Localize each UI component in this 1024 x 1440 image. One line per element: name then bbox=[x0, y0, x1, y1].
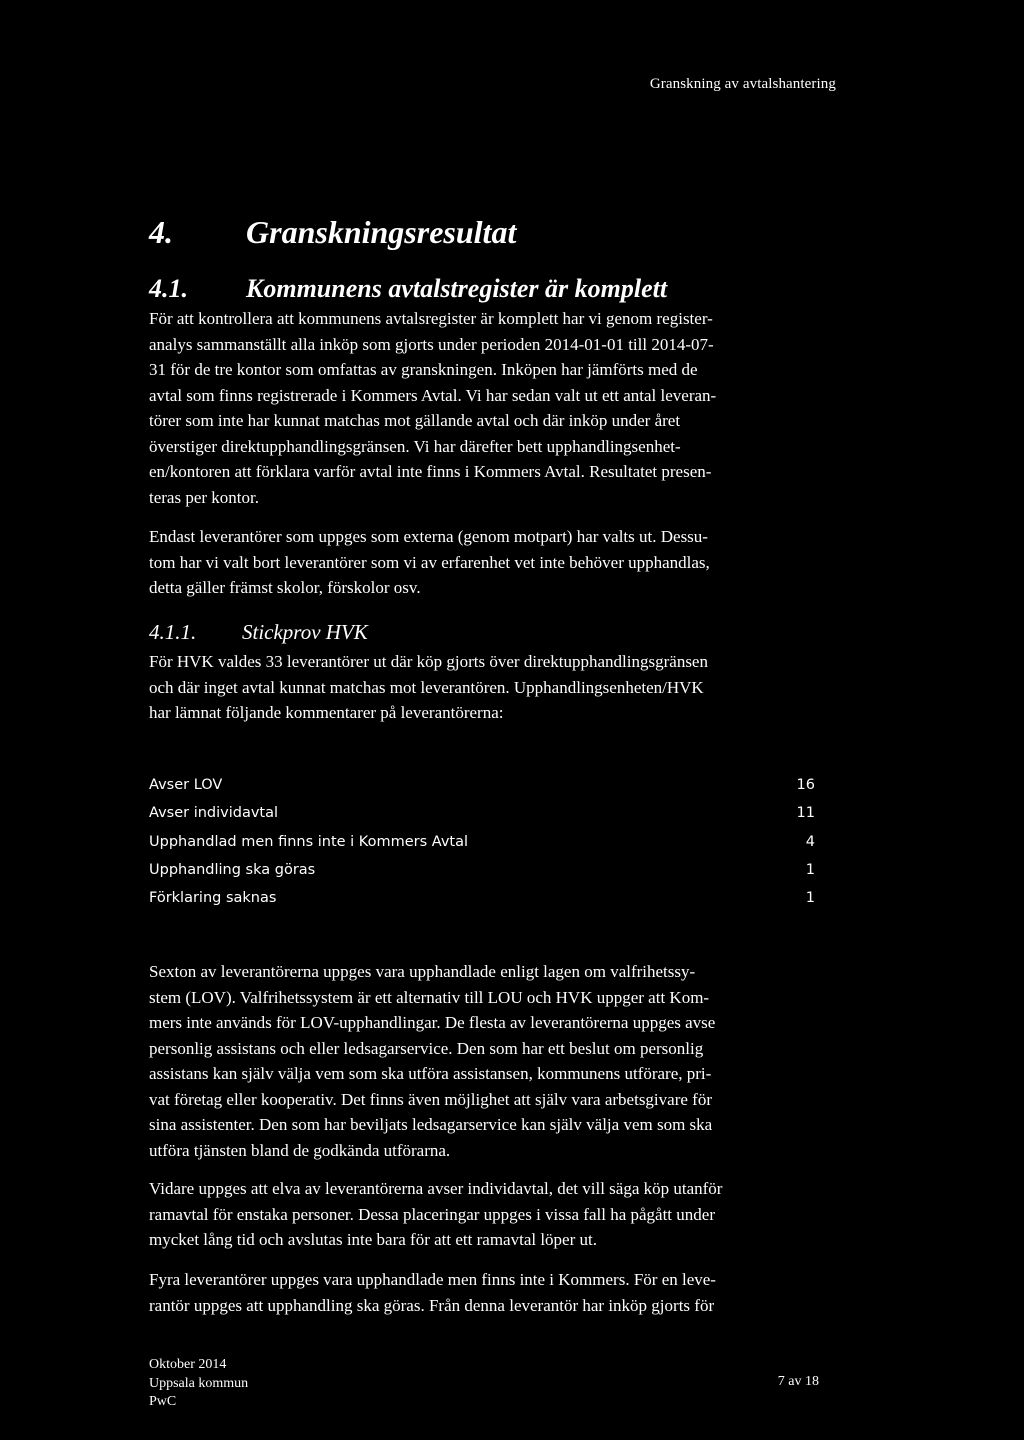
running-header: Granskning av avtalshantering bbox=[649, 76, 836, 92]
text-line: en/kontoren att förklara varför avtal inte finns i Kommers Avtal. Resultatet presen- bbox=[149, 462, 712, 481]
subsection-title: Kommunens avtalstregister är komplett bbox=[246, 274, 668, 303]
text-line: Sexton av leverantörerna uppges vara upphandlade enligt lagen om valfrihetssy- bbox=[149, 962, 696, 981]
text-line: För att kontrollera att kommunens avtalsregister är komplett har vi genom register- bbox=[149, 309, 713, 328]
footer-date: Oktober 2014 bbox=[149, 1357, 227, 1372]
section-heading bbox=[149, 214, 516, 251]
section-number: 4. bbox=[149, 214, 173, 250]
text-line: mers inte används för LOV-upphandlingar. De flesta av leverantörerna uppges avse bbox=[149, 1013, 716, 1032]
text-line: Endast leverantörer som uppges som externa (genom motpart) har valts ut. Dessu- bbox=[149, 527, 708, 546]
text-line: utföra tjänsten bland de godkända utförarna. bbox=[149, 1140, 451, 1160]
row-label: Avser individavtal bbox=[149, 805, 279, 822]
section-title: Granskningsresultat bbox=[246, 214, 517, 250]
comments-table bbox=[149, 771, 815, 912]
text-line: 31 för de tre kontor som omfattas av granskningen. Inköpen har jämförts med de bbox=[149, 360, 698, 379]
row-value: 4 bbox=[805, 833, 815, 850]
subsubsection-title: Stickprov HVK bbox=[242, 620, 368, 644]
text-line: har lämnat följande kommentarer på leverantörerna: bbox=[149, 703, 504, 722]
text-line: och där inget avtal kunnat matchas mot leverantören. Upphandlingsenheten/HVK bbox=[149, 677, 704, 697]
fyra-paragraph bbox=[149, 1267, 849, 1318]
text-line: Vidare uppges att elva av leverantörerna avser individavtal, det vill säga köp utanför bbox=[149, 1179, 723, 1198]
subsection-number: 4.1. bbox=[149, 274, 188, 303]
text-line: rantör uppges att upphandling ska göras. Från denna leverantör har inköp gjorts för bbox=[149, 1295, 715, 1315]
text-line: personlig assistans och eller ledsagarservice. Den som har ett beslut om personlig bbox=[149, 1038, 704, 1058]
table-row bbox=[149, 884, 815, 912]
table-row bbox=[149, 828, 815, 856]
table-row bbox=[149, 771, 815, 799]
text-line: tom har vi valt bort leverantörer som vi av erfarenhet vet inte behöver upphandlas, bbox=[149, 552, 710, 572]
hvk-paragraph bbox=[149, 649, 849, 726]
row-value: 1 bbox=[805, 861, 815, 878]
text-line: assistans kan själv välja vem som ska utföra assistansen, kommunens utförare, pri- bbox=[149, 1064, 712, 1083]
text-line: detta gäller främst skolor, förskolor osv. bbox=[149, 578, 421, 597]
row-value: 11 bbox=[796, 805, 815, 822]
footer-org: Uppsala kommun bbox=[149, 1375, 249, 1391]
footer-company: PwC bbox=[149, 1394, 177, 1409]
row-label: Upphandling ska göras bbox=[149, 861, 316, 878]
external-paragraph bbox=[149, 524, 849, 601]
subsubsection-heading bbox=[149, 620, 368, 645]
page-number: 7 av 18 bbox=[777, 1374, 819, 1389]
individavtal-paragraph bbox=[149, 1176, 849, 1253]
table-row bbox=[149, 856, 815, 884]
lov-paragraph bbox=[149, 959, 849, 1163]
text-line: För HVK valdes 33 leverantörer ut där köp gjorts över direktupphandlingsgränsen bbox=[149, 652, 708, 671]
row-value: 16 bbox=[796, 777, 815, 793]
text-line: överstiger direktupphandlingsgränsen. Vi har därefter bett upphandlingsenhet- bbox=[149, 436, 681, 456]
row-value: 1 bbox=[805, 890, 815, 907]
text-line: Fyra leverantörer uppges vara upphandlade men finns inte i Kommers. För en leve- bbox=[149, 1270, 716, 1289]
subsubsection-number: 4.1.1. bbox=[149, 620, 197, 644]
row-label: Upphandlad men finns inte i Kommers Avtal bbox=[149, 833, 469, 850]
text-line: ramavtal för enstaka personer. Dessa placeringar uppges i vissa fall ha pågått under bbox=[149, 1204, 715, 1224]
text-line: vat företag eller kooperativ. Det finns även möjlighet att själv vara arbetsgivare för bbox=[149, 1089, 712, 1109]
footer bbox=[149, 1356, 248, 1412]
row-label: Avser LOV bbox=[149, 777, 223, 793]
text-line: sina assistenter. Den som har beviljats ledsagarservice kan själv välja vem som ska bbox=[149, 1115, 713, 1134]
subsection-heading bbox=[149, 274, 667, 304]
text-line: avtal som finns registrerade i Kommers Avtal. Vi har sedan valt ut ett antal leveran- bbox=[149, 385, 717, 405]
row-label: Förklaring saknas bbox=[149, 890, 277, 907]
text-line: törer som inte har kunnat matchas mot gällande avtal och där inköp under året bbox=[149, 411, 681, 430]
text-line: teras per kontor. bbox=[149, 487, 259, 507]
text-line: mycket lång tid och avslutas inte bara för att ett ramavtal löper ut. bbox=[149, 1230, 597, 1249]
text-line: stem (LOV). Valfrihetssystem är ett alternativ till LOU och HVK uppger att Kom- bbox=[149, 987, 710, 1007]
table-row bbox=[149, 799, 815, 827]
intro-paragraph bbox=[149, 306, 849, 510]
text-line: analys sammanställt alla inköp som gjorts under perioden 2014-01-01 till 2014-07- bbox=[149, 334, 714, 354]
